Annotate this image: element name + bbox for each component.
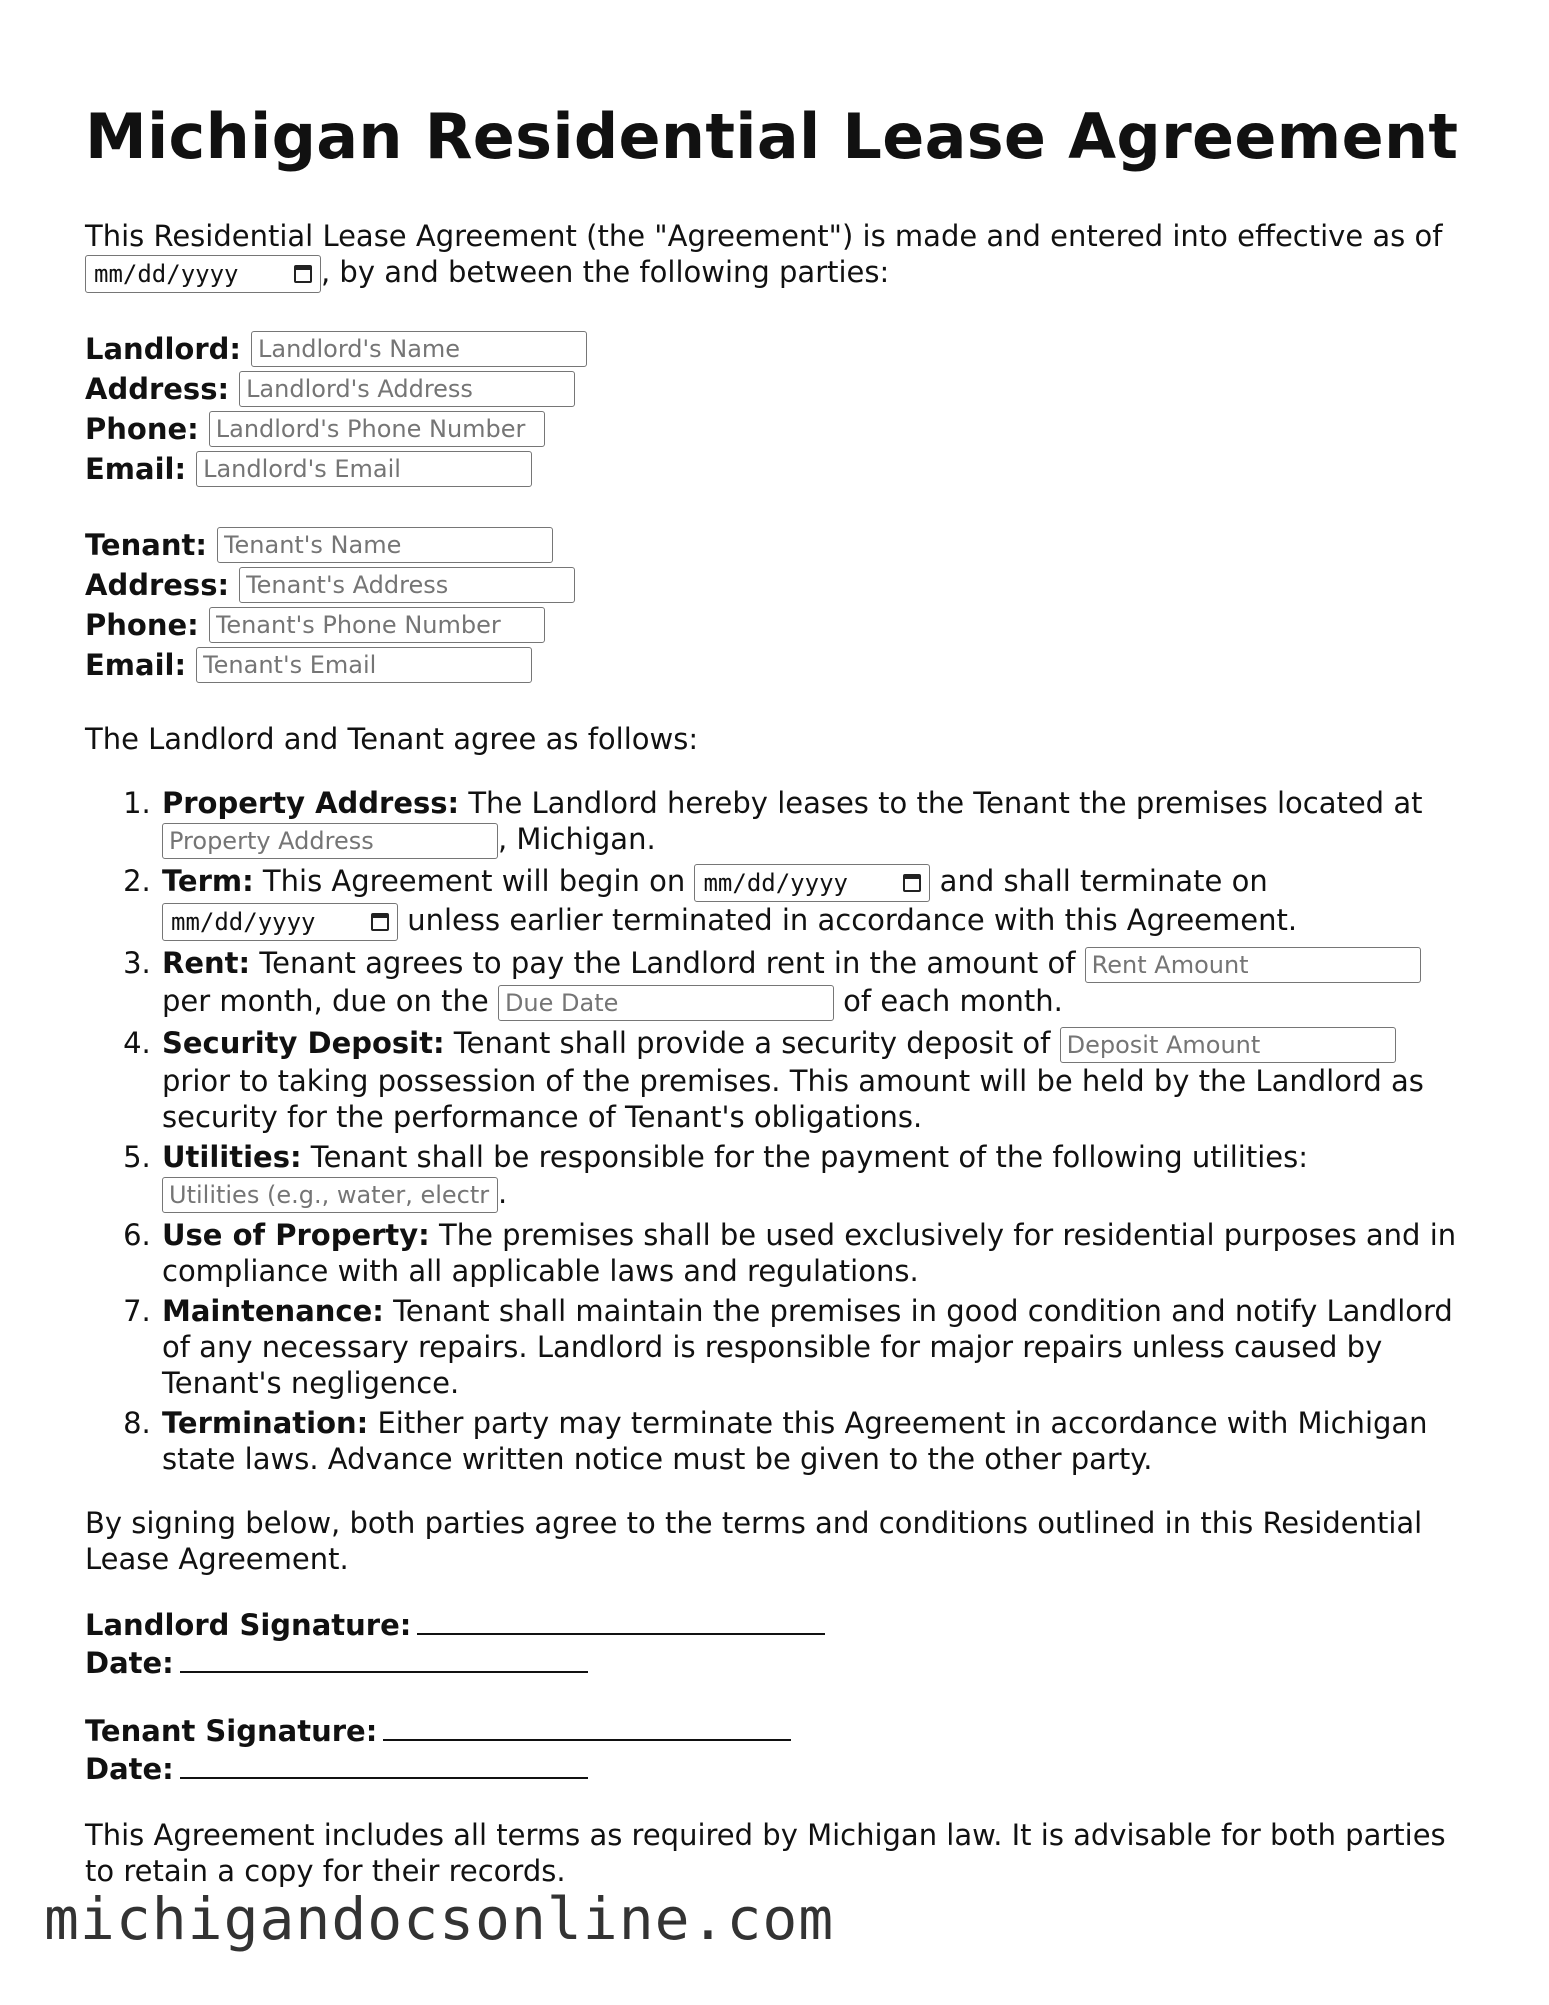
terms-list bbox=[85, 785, 1465, 1477]
tenant-date-label: Date: bbox=[85, 1752, 174, 1787]
intro-text-after: , by and between the following parties: bbox=[321, 255, 890, 290]
tenant-signature-label: Tenant Signature: bbox=[85, 1714, 378, 1749]
term-text: prior to taking possession of the premises. This amount will be held by the Landlord as security for the performance of Tenant's obligations. bbox=[162, 1064, 1424, 1135]
term-text: and shall terminate on bbox=[930, 864, 1268, 899]
tenant-address-label: Address: bbox=[85, 568, 230, 603]
landlord-email-input[interactable] bbox=[196, 451, 532, 487]
landlord-signature-line[interactable] bbox=[417, 1605, 825, 1635]
agree-text: The Landlord and Tenant agree as follows: bbox=[85, 722, 699, 757]
tenant-date-line[interactable] bbox=[180, 1749, 588, 1779]
term-text: Tenant agrees to pay the Landlord rent in the amount of bbox=[250, 946, 1085, 981]
property-address-input[interactable] bbox=[162, 823, 498, 859]
landlord-address-label: Address: bbox=[85, 372, 230, 407]
term-title: Property Address: bbox=[162, 786, 460, 821]
tenant-name-label: Tenant: bbox=[85, 528, 207, 563]
landlord-signature-label: Landlord Signature: bbox=[85, 1608, 412, 1643]
landlord-date-row bbox=[85, 1643, 1465, 1681]
term-term bbox=[160, 863, 1465, 941]
landlord-date-line[interactable] bbox=[180, 1643, 588, 1673]
calendar-icon[interactable] bbox=[294, 265, 312, 283]
term-maintenance bbox=[160, 1293, 1465, 1401]
tenant-name-input[interactable] bbox=[217, 527, 553, 563]
calendar-icon[interactable] bbox=[371, 913, 389, 931]
tenant-email-label: Email: bbox=[85, 648, 187, 683]
tenant-phone-label: Phone: bbox=[85, 608, 199, 643]
due-date-input[interactable] bbox=[498, 985, 834, 1021]
term-property-address bbox=[160, 785, 1465, 859]
landlord-name-label: Landlord: bbox=[85, 332, 241, 367]
term-rent bbox=[160, 945, 1465, 1021]
document-page bbox=[85, 100, 1465, 1925]
start-date-input[interactable] bbox=[694, 864, 930, 902]
effective-date-input[interactable] bbox=[85, 255, 321, 293]
landlord-phone-label: Phone: bbox=[85, 412, 199, 447]
term-title: Maintenance: bbox=[162, 1294, 384, 1329]
tenant-address-input[interactable] bbox=[239, 567, 575, 603]
tenant-name-row bbox=[85, 525, 1465, 565]
term-title: Termination: bbox=[162, 1406, 369, 1441]
landlord-address-row bbox=[85, 369, 1465, 409]
end-date-input[interactable] bbox=[162, 903, 398, 941]
term-title: Term: bbox=[162, 864, 254, 899]
term-text: Tenant shall maintain the premises in good condition and notify Landlord of any necessary repairs. Landlord is responsible for major repairs unless caused by Tenant's negligence. bbox=[162, 1294, 1453, 1401]
landlord-address-input[interactable] bbox=[239, 371, 575, 407]
term-title: Rent: bbox=[162, 946, 251, 981]
tenant-phone-input[interactable] bbox=[209, 607, 545, 643]
tenant-signature-line[interactable] bbox=[383, 1711, 791, 1741]
rent-amount-input[interactable] bbox=[1085, 947, 1421, 983]
landlord-email-label: Email: bbox=[85, 452, 187, 487]
term-title: Use of Property: bbox=[162, 1218, 430, 1253]
term-text: Tenant shall provide a security deposit of bbox=[444, 1026, 1060, 1061]
landlord-signature-block bbox=[85, 1605, 1465, 1681]
tenant-signature-block bbox=[85, 1711, 1465, 1787]
tenant-phone-row bbox=[85, 605, 1465, 645]
term-text: unless earlier terminated in accordance with this Agreement. bbox=[398, 903, 1298, 938]
landlord-signature-row bbox=[85, 1605, 1465, 1643]
term-title: Utilities: bbox=[162, 1140, 302, 1175]
term-utilities bbox=[160, 1139, 1465, 1213]
start-date-placeholder: mm/dd/yyyy bbox=[703, 869, 848, 898]
term-termination bbox=[160, 1405, 1465, 1477]
effective-date-placeholder: mm/dd/yyyy bbox=[94, 260, 239, 289]
signing-text: By signing below, both parties agree to the terms and conditions outlined in this Residential Lease Agreement. bbox=[85, 1506, 1423, 1577]
term-security-deposit bbox=[160, 1025, 1465, 1135]
term-text: , Michigan. bbox=[498, 822, 656, 857]
tenant-date-row bbox=[85, 1749, 1465, 1787]
tenant-signature-row bbox=[85, 1711, 1465, 1749]
landlord-date-label: Date: bbox=[85, 1646, 174, 1681]
landlord-phone-input[interactable] bbox=[209, 411, 545, 447]
page-title: Michigan Residential Lease Agreement bbox=[85, 100, 1459, 173]
term-text: Tenant shall be responsible for the payment of the following utilities: bbox=[301, 1140, 1308, 1175]
landlord-email-row bbox=[85, 449, 1465, 489]
intro-paragraph bbox=[85, 218, 1465, 293]
landlord-name-input[interactable] bbox=[251, 331, 587, 367]
term-text: This Agreement will begin on bbox=[253, 864, 695, 899]
landlord-phone-row bbox=[85, 409, 1465, 449]
term-text: The premises shall be used exclusively for residential purposes and in compliance with all applicable laws and regulations. bbox=[162, 1218, 1457, 1289]
watermark: michigandocsonline.com bbox=[44, 1885, 835, 1953]
term-text: . bbox=[498, 1176, 508, 1211]
tenant-email-row bbox=[85, 645, 1465, 685]
utilities-input[interactable] bbox=[162, 1177, 498, 1213]
closing-text: This Agreement includes all terms as required by Michigan law. It is advisable for both parties to retain a copy for their records. bbox=[85, 1818, 1446, 1889]
tenant-section bbox=[85, 525, 1465, 685]
intro-text-before: This Residential Lease Agreement (the "Agreement") is made and entered into effective as of bbox=[85, 219, 1443, 254]
landlord-section bbox=[85, 329, 1465, 489]
deposit-amount-input[interactable] bbox=[1060, 1027, 1396, 1063]
tenant-email-input[interactable] bbox=[196, 647, 532, 683]
term-text: of each month. bbox=[833, 984, 1063, 1019]
end-date-placeholder: mm/dd/yyyy bbox=[171, 908, 316, 937]
calendar-icon[interactable] bbox=[903, 874, 921, 892]
term-use-of-property bbox=[160, 1217, 1465, 1289]
term-text: per month, due on the bbox=[162, 984, 498, 1019]
term-text: The Landlord hereby leases to the Tenant the premises located at bbox=[459, 786, 1423, 821]
landlord-name-row bbox=[85, 329, 1465, 369]
tenant-address-row bbox=[85, 565, 1465, 605]
term-title: Security Deposit: bbox=[162, 1026, 445, 1061]
term-text: Either party may terminate this Agreement in accordance with Michigan state laws. Advance written notice must be given to the other party. bbox=[162, 1406, 1428, 1477]
